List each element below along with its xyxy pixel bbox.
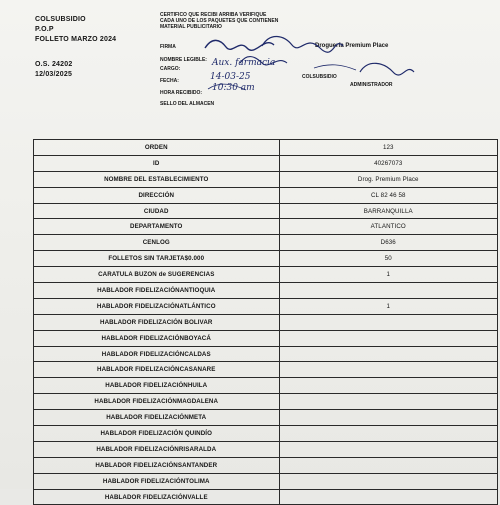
campaign-title: FOLLETO MARZO 2024 <box>35 36 117 43</box>
row-value <box>279 346 498 362</box>
row-label: HABLADOR FIDELIZACIÓNRISARALDA <box>34 441 280 457</box>
company-name: COLSUBSIDIO <box>35 16 86 23</box>
row-label: HABLADOR FIDELIZACIÓN QUINDÍO <box>34 426 280 442</box>
table-row <box>34 283 498 299</box>
table-row <box>34 155 498 171</box>
row-value: BARRANQUILLA <box>279 203 498 219</box>
row-label: HABLADOR FIDELIZACIÓNATLÁNTICO <box>34 298 280 314</box>
row-label: HABLADOR FIDELIZACIÓNBOYACÁ <box>34 330 280 346</box>
handwritten-time: 10:30 am <box>212 83 255 93</box>
row-value: ATLANTICO <box>279 219 498 235</box>
received-time-label: HORA RECIBIDO: <box>160 90 203 96</box>
delivery-table <box>33 139 498 505</box>
position-label: CARGO: <box>160 66 181 72</box>
table-row <box>34 219 498 235</box>
row-value: 1 <box>279 298 498 314</box>
row-value <box>279 457 498 473</box>
row-value <box>279 378 498 394</box>
row-value: 40267073 <box>279 155 498 171</box>
table-row <box>34 473 498 489</box>
row-label: CARATULA BUZON de SUGERENCIAS <box>34 267 280 283</box>
row-value: 50 <box>279 251 498 267</box>
table-row <box>34 426 498 442</box>
row-value: Drog. Premium Place <box>279 171 498 187</box>
table-row <box>34 187 498 203</box>
row-value: 123 <box>279 140 498 156</box>
row-label: CIUDAD <box>34 203 280 219</box>
row-label: HABLADOR FIDELIZACIÓNTOLIMA <box>34 473 280 489</box>
row-label: ORDEN <box>34 140 280 156</box>
signature-label: FIRMA <box>160 44 176 50</box>
table-row <box>34 457 498 473</box>
row-value: CL 82 46 58 <box>279 187 498 203</box>
table-row <box>34 362 498 378</box>
row-label: HABLADOR FIDELIZACIÓN BOLIVAR <box>34 314 280 330</box>
row-value <box>279 489 498 505</box>
row-value: 1 <box>279 267 498 283</box>
row-label: DEPARTAMENTO <box>34 219 280 235</box>
table-row <box>34 346 498 362</box>
row-label: NOMBRE DEL ESTABLECIMIENTO <box>34 171 280 187</box>
table-row <box>34 171 498 187</box>
table-row <box>34 410 498 426</box>
row-value <box>279 410 498 426</box>
row-value <box>279 330 498 346</box>
handwritten-date: 14-03-25 <box>210 72 251 82</box>
table-row <box>34 314 498 330</box>
row-label: HABLADOR FIDELIZACIÓNCASANARE <box>34 362 280 378</box>
administrator-stamp: ADMINISTRADOR <box>350 82 393 88</box>
row-label: HABLADOR FIDELIZACIÓNMETA <box>34 410 280 426</box>
warehouse-seal-label: SELLO DEL ALMACEN <box>160 101 215 107</box>
row-label: ID <box>34 155 280 171</box>
handwritten-signatures <box>0 0 500 120</box>
table-row <box>34 298 498 314</box>
document-date: 12/03/2025 <box>35 71 73 78</box>
table-row <box>34 489 498 505</box>
certification-text: CERTIFICO QUE RECIBI ARRIBA VERIFIQUE CADA UNO DE LOS PAQUETES QUE CONTIENEN MATERIAL PUBLICITARIO <box>160 12 279 30</box>
store-stamp-name: Droguerfa Premium Place <box>315 43 389 49</box>
row-label: CENLOG <box>34 235 280 251</box>
date-label: FECHA: <box>160 78 179 84</box>
row-label: HABLADOR FIDELIZACIÓNVALLE <box>34 489 280 505</box>
row-label: HABLADOR FIDELIZACIÓNHUILA <box>34 378 280 394</box>
service-order: O.S. 24202 <box>35 61 73 68</box>
legible-name-label: NOMBRE LEGIBLE: <box>160 57 207 63</box>
row-label: HABLADOR FIDELIZACIÓNSANTANDER <box>34 457 280 473</box>
row-value <box>279 441 498 457</box>
table-row <box>34 203 498 219</box>
table-row <box>34 251 498 267</box>
table-row <box>34 378 498 394</box>
row-label: FOLLETOS SIN TARJETA$0.000 <box>34 251 280 267</box>
row-label: HABLADOR FIDELIZACIÓNCALDAS <box>34 346 280 362</box>
program-code: P.O.P <box>35 26 54 33</box>
row-label: HABLADOR FIDELIZACIÓNANTIOQUIA <box>34 283 280 299</box>
row-label: HABLADOR FIDELIZACIÓNMAGDALENA <box>34 394 280 410</box>
table-row <box>34 330 498 346</box>
table-row <box>34 140 498 156</box>
row-value <box>279 362 498 378</box>
table-row <box>34 235 498 251</box>
row-value <box>279 426 498 442</box>
row-label: DIRECCIÓN <box>34 187 280 203</box>
row-value <box>279 314 498 330</box>
row-value <box>279 394 498 410</box>
table-row <box>34 267 498 283</box>
table-row <box>34 441 498 457</box>
table-row <box>34 394 498 410</box>
handwritten-position: Aux. farmacia <box>212 58 276 68</box>
row-value <box>279 473 498 489</box>
row-value <box>279 283 498 299</box>
row-value: D636 <box>279 235 498 251</box>
colsubsidio-stamp: COLSUBSIDIO <box>302 74 337 80</box>
